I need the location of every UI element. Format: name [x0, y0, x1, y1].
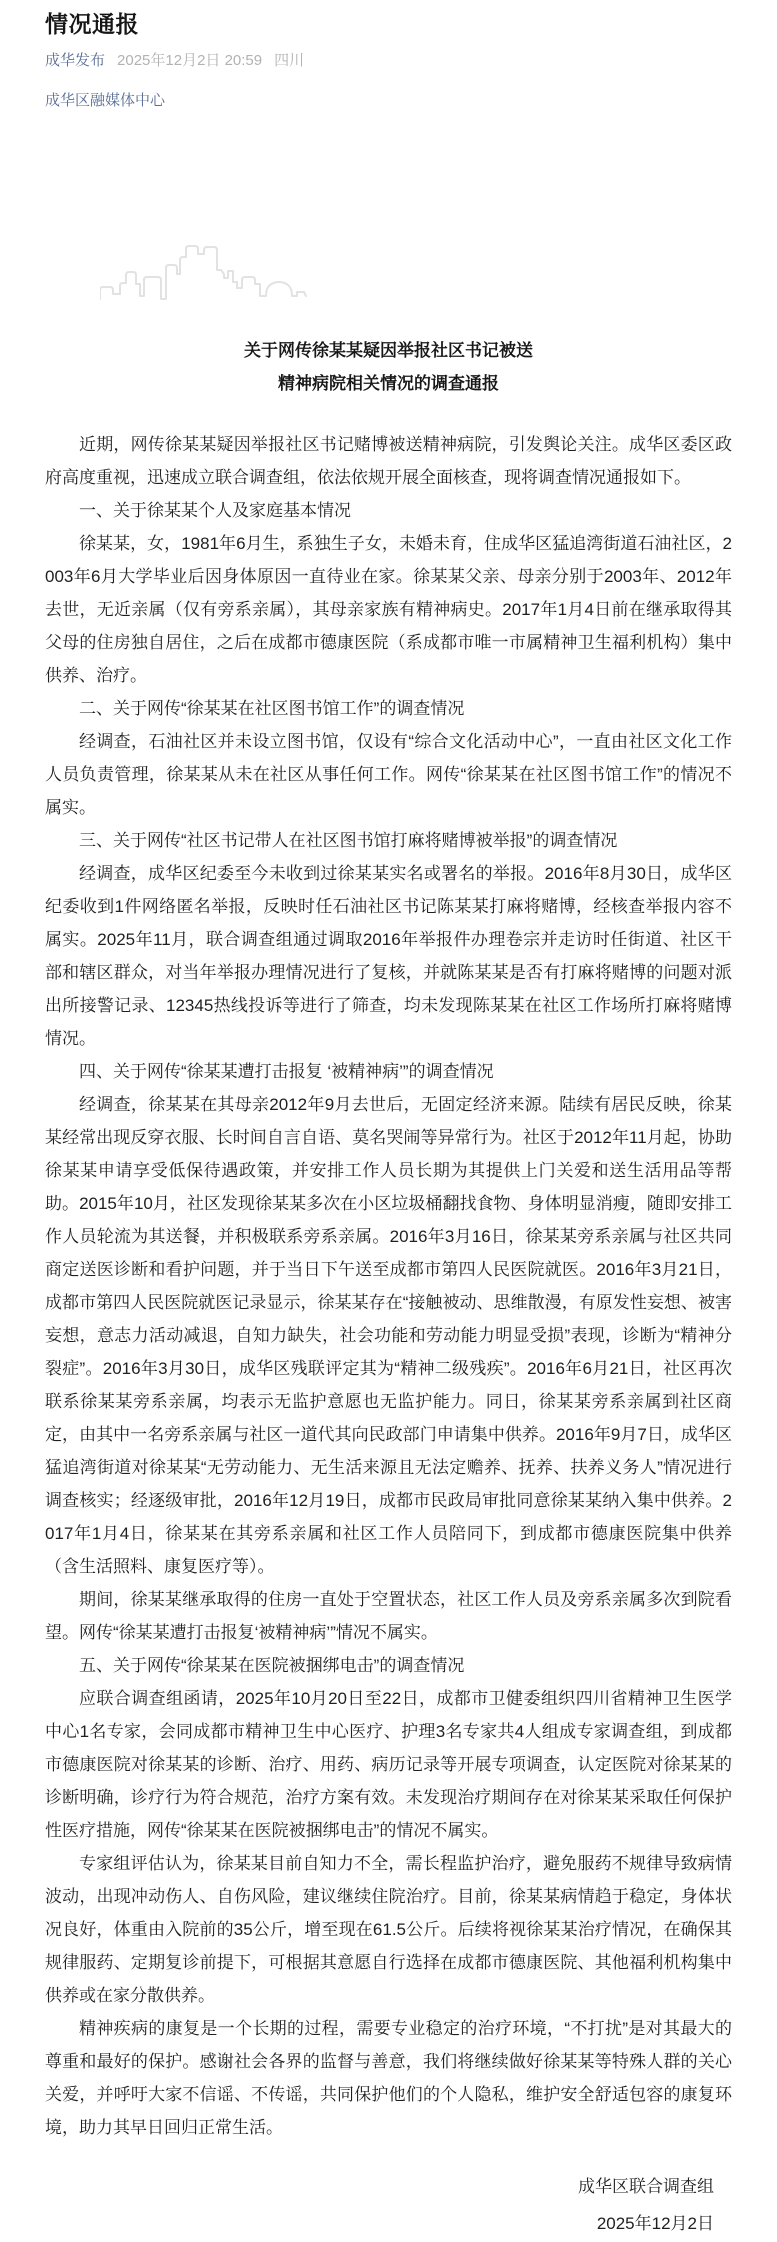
source-link[interactable]: 成华区融媒体中心: [45, 92, 166, 109]
notice-paragraph: 四、关于网传“徐某某遭打击报复 ‘被精神病’”的调查情况: [79, 1062, 494, 1081]
notice-paragraph: 经调查，石油社区并未设立图书馆，仅设有“综合文化活动中心”，一直由社区文化工作人员负责管理，徐某某从未在社区从事任何工作。网传“徐某某在社区图书馆工作”的情况不属实。: [45, 732, 732, 817]
notice-paragraph: 近期，网传徐某某疑因举报社区书记赌博被送精神病院，引发舆论关注。成华区委区政府高度重视，迅速成立联合调查组，依法依规开展全面核查，现将调查情况通报如下。: [45, 435, 732, 487]
signature-date: 2025年12月2日: [596, 2214, 714, 2233]
publish-datetime: 2025年12月2日 20:59: [117, 52, 263, 69]
byline: [45, 50, 732, 72]
notice-paragraph: 应联合调查组函请，2025年10月20日至22日，成都市卫健委组织四川省精神卫生医学中心1名专家，会同成都市精神卫生中心医疗、护理3名专家共4人组成专家调查组，到成都市德康医院对徐某某的诊断、治疗、用药、病历记录等开展专项调查，认定医院对徐某某的诊断明确，诊疗行为符合规范，治疗方案有效。未发现治疗期间存在对徐某某采取任何保护性医疗措施，网传“徐某某在医院被捆绑电击”的情况不属实。: [45, 1689, 732, 1840]
hero-image: [45, 112, 732, 298]
notice-paragraph: 专家组评估认为，徐某某目前自知力不全，需长程监护治疗，避免服药不规律导致病情波动，出现冲动伤人、自伤风险，建议继续住院治疗。目前，徐某某病情趋于稳定，身体状况良好，体重由入院前的35公斤，增至现在61.5公斤。后续将视徐某某治疗情况，在确保其规律服药、定期复诊前提下，可根据其意愿自行选择在成都市德康医院、其他福利机构集中供养或在家分散供养。: [45, 1854, 732, 2005]
publish-location: 四川: [274, 52, 305, 69]
notice-paragraph: 一、关于徐某某个人及家庭基本情况: [79, 501, 351, 520]
notice-title-line1: 关于网传徐某某疑因举报社区书记被送: [244, 341, 533, 360]
notice-paragraph: 精神疾病的康复是一个长期的过程，需要专业稳定的治疗环境，“不打扰”是对其最大的尊重和最好的保护。感谢社会各界的监督与善意，我们将继续做好徐某某等特殊人群的关心关爱，并呼吁大家不信谣、不传谣，共同保护他们的个人隐私，维护安全舒适包容的康复环境，助力其早日回归正常生活。: [45, 2019, 732, 2137]
account-link[interactable]: 成华发布: [45, 52, 106, 69]
notice-paragraph: 徐某某，女，1981年6月生，系独生子女，未婚未育，住成华区猛追湾街道石油社区，2003年6月大学毕业后因身体原因一直待业在家。徐某某父亲、母亲分别于2003年、2012年去世，无近亲属（仅有旁系亲属），其母亲家族有精神病史。2017年1月4日前在继承取得其父母的住房独自居住，之后在成都市德康医院（系成都市唯一市属精神卫生福利机构）集中供养、治疗。: [45, 534, 732, 685]
signature-name: 成华区联合调查组: [578, 2177, 714, 2196]
notice-title: [45, 334, 732, 400]
notice-paragraph: 二、关于网传“徐某某在社区图书馆工作”的调查情况: [79, 699, 465, 718]
notice-paragraph: 五、关于网传“徐某某在医院被捆绑电击”的调查情况: [79, 1656, 465, 1675]
notice-title-line2: 精神病院相关情况的调查通报: [278, 374, 499, 393]
signature-block: [45, 2168, 732, 2242]
notice-paragraph: 经调查，成华区纪委至今未收到过徐某某实名或署名的举报。2016年8月30日，成华区纪委收到1件网络匿名举报，反映时任石油社区书记陈某某打麻将赌博，经核查举报内容不属实。2025年11月，联合调查组通过调取2016年举报件办理卷宗并走访时任街道、社区干部和辖区群众，对当年举报办理情况进行了复核，并就陈某某是否有打麻将赌博的问题对派出所接警记录、12345热线投诉等进行了筛查，均未发现陈某某在社区工作场所打麻将赌博情况。: [45, 864, 732, 1048]
page-title: 情况通报: [45, 11, 139, 37]
notice-paragraph: 经调查，徐某某在其母亲2012年9月去世后，无固定经济来源。陆续有居民反映，徐某某经常出现反穿衣服、长时间自言自语、莫名哭闹等异常行为。社区于2012年11月起，协助徐某某申请享受低保待遇政策，并安排工作人员长期为其提供上门关爱和送生活用品等帮助。2015年10月，社区发现徐某某多次在小区垃圾桶翻找食物、身体明显消瘦，随即安排工作人员轮流为其送餐，并积极联系旁系亲属。2016年3月16日，徐某某旁系亲属与社区共同商定送医诊断和看护问题，并于当日下午送至成都市第四人民医院就医。2016年3月21日，成都市第四人民医院就医记录显示，徐某某存在“接触被动、思维散漫，有原发性妄想、被害妄想，意志力活动减退，自知力缺失，社会功能和劳动能力明显受损”表现，诊断为“精神分裂症”。2016年3月30日，成华区残联评定其为“精神二级残疾”。2016年6月21日，社区再次联系徐某某旁系亲属，均表示无监护意愿也无监护能力。同日，徐某某旁系亲属到社区商定，由其中一名旁系亲属与社区一道代其向民政部门申请集中供养。2016年9月7日，成华区猛追湾街道对徐某某“无劳动能力、无生活来源且无法定赡养、抚养、扶养义务人”情况进行调查核实；经逐级审批，2016年12月19日，成都市民政局审批同意徐某某纳入集中供养。2017年1月4日，徐某某在其旁系亲属和社区工作人员陪同下，到成都市德康医院集中供养（含生活照料、康复医疗等）。: [45, 1095, 732, 1576]
city-skyline-outline-icon: [100, 244, 330, 302]
notice-paragraph: 期间，徐某某继承取得的住房一直处于空置状态，社区工作人员及旁系亲属多次到院看望。网传“徐某某遭打击报复‘被精神病’”情况不属实。: [45, 1590, 732, 1642]
notice-paragraph: 三、关于网传“社区书记带人在社区图书馆打麻将赌博被举报”的调查情况: [79, 831, 618, 850]
notice-body: [45, 428, 732, 2144]
